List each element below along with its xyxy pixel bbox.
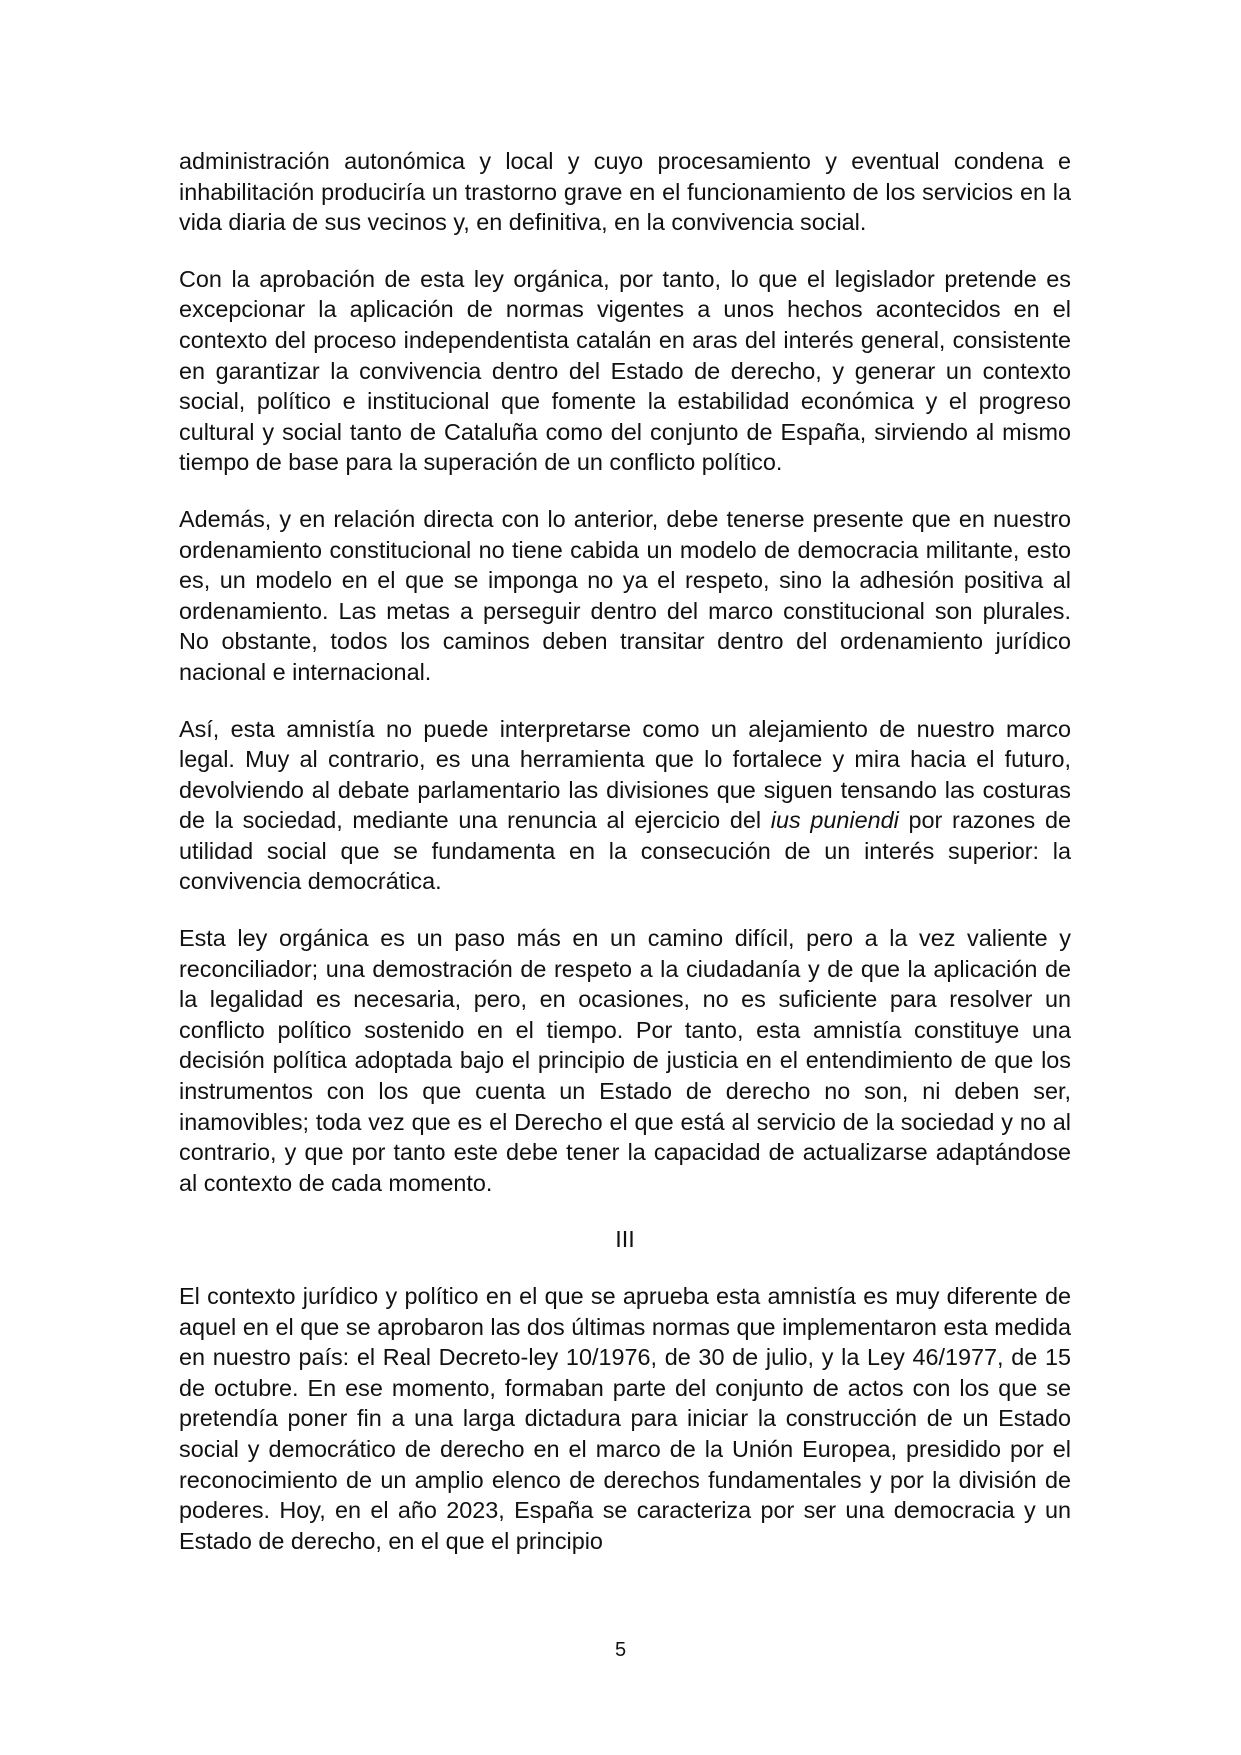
paragraph-3: Además, y en relación directa con lo anterior, debe tenerse presente que en nuestro ordenamiento constitucional no tiene cabida un modelo de democracia militante, esto es, un modelo en el que se imponga no ya el respeto, sino la adhesión positiva al ordenamiento. Las metas a perseguir dentro del marco constitucional son plurales. No obstante, todos los caminos deben transitar dentro del ordenamiento jurídico nacional e internacional. [179, 505, 1071, 685]
latin-term: ius puniendi [770, 807, 899, 834]
page-number: 5 [614, 1639, 627, 1661]
paragraph-1: administración autonómica y local y cuyo procesamiento y eventual condena e inhabilitación produciría un trastorno grave en el funcionamiento de los servicios en la vida diaria de sus vecinos y, en definitiva, en la convivencia social. [179, 148, 1071, 236]
section-paragraph-1: El contexto jurídico y político en el que se aprueba esta amnistía es muy diferente de aquel en el que se aprobaron las dos últimas normas que implementaron esta medida en nuestro país: el Real Decreto-ley 10/1976, de 30 de julio, y la Ley 46/1977, de 15 de octubre. En ese momento, formaban parte del conjunto de actos con los que se pretendía poner fin a una larga dictadura para iniciar la construcción de un Estado social y democrático de derecho en el marco de la Unión Europea, presidido por el reconocimiento de un amplio elenco de derechos fundamentales y por la división de poderes. Hoy, en el año 2023, España se caracteriza por ser una democracia y un Estado de derecho, en el que el principio [179, 1283, 1071, 1554]
paragraph-4-text-end: por razones de utilidad social que se fundamenta en la consecución de un interés superior: la convivencia democrática. [179, 807, 1071, 895]
section-heading: III [615, 1226, 635, 1253]
paragraph-5: Esta ley orgánica es un paso más en un camino difícil, pero a la vez valiente y reconciliador; una demostración de respeto a la ciudadanía y de que la aplicación de la legalidad es necesaria, pero, en ocasiones, no es suficiente para resolver un conflicto político sostenido en el tiempo. Por tanto, esta amnistía constituye una decisión política adoptada bajo el principio de justicia en el entendimiento de que los instrumentos con los que cuenta un Estado de derecho no son, ni deben ser, inamovibles; toda vez que es el Derecho el que está al servicio de la sociedad y no al contrario, y que por tanto este debe tener la capacidad de actualizarse adaptándose al contexto de cada momento. [179, 925, 1071, 1196]
paragraph-4 [179, 714, 1071, 898]
paragraph-4-text-start: Así, esta amnistía no puede interpretarse como un alejamiento de nuestro marco legal. Muy al contrario, es una herramienta que lo fortalece y mira hacia el futuro, devolviendo al debate parlamentario las divisiones que siguen tensando las costuras de la sociedad, mediante una renuncia al ejercicio del [179, 715, 1071, 834]
paragraph-2: Con la aprobación de esta ley orgánica, por tanto, lo que el legislador pretende es excepcionar la aplicación de normas vigentes a unos hechos acontecidos en el contexto del proceso independentista catalán en aras del interés general, consistente en garantizar la convivencia dentro del Estado de derecho, y generar un contexto social, político e institucional que fomente la estabilidad económica y el progreso cultural y social tanto de Cataluña como del conjunto de España, sirviendo al mismo tiempo de base para la superación de un conflicto político. [179, 265, 1071, 476]
page-body [179, 146, 1071, 1582]
